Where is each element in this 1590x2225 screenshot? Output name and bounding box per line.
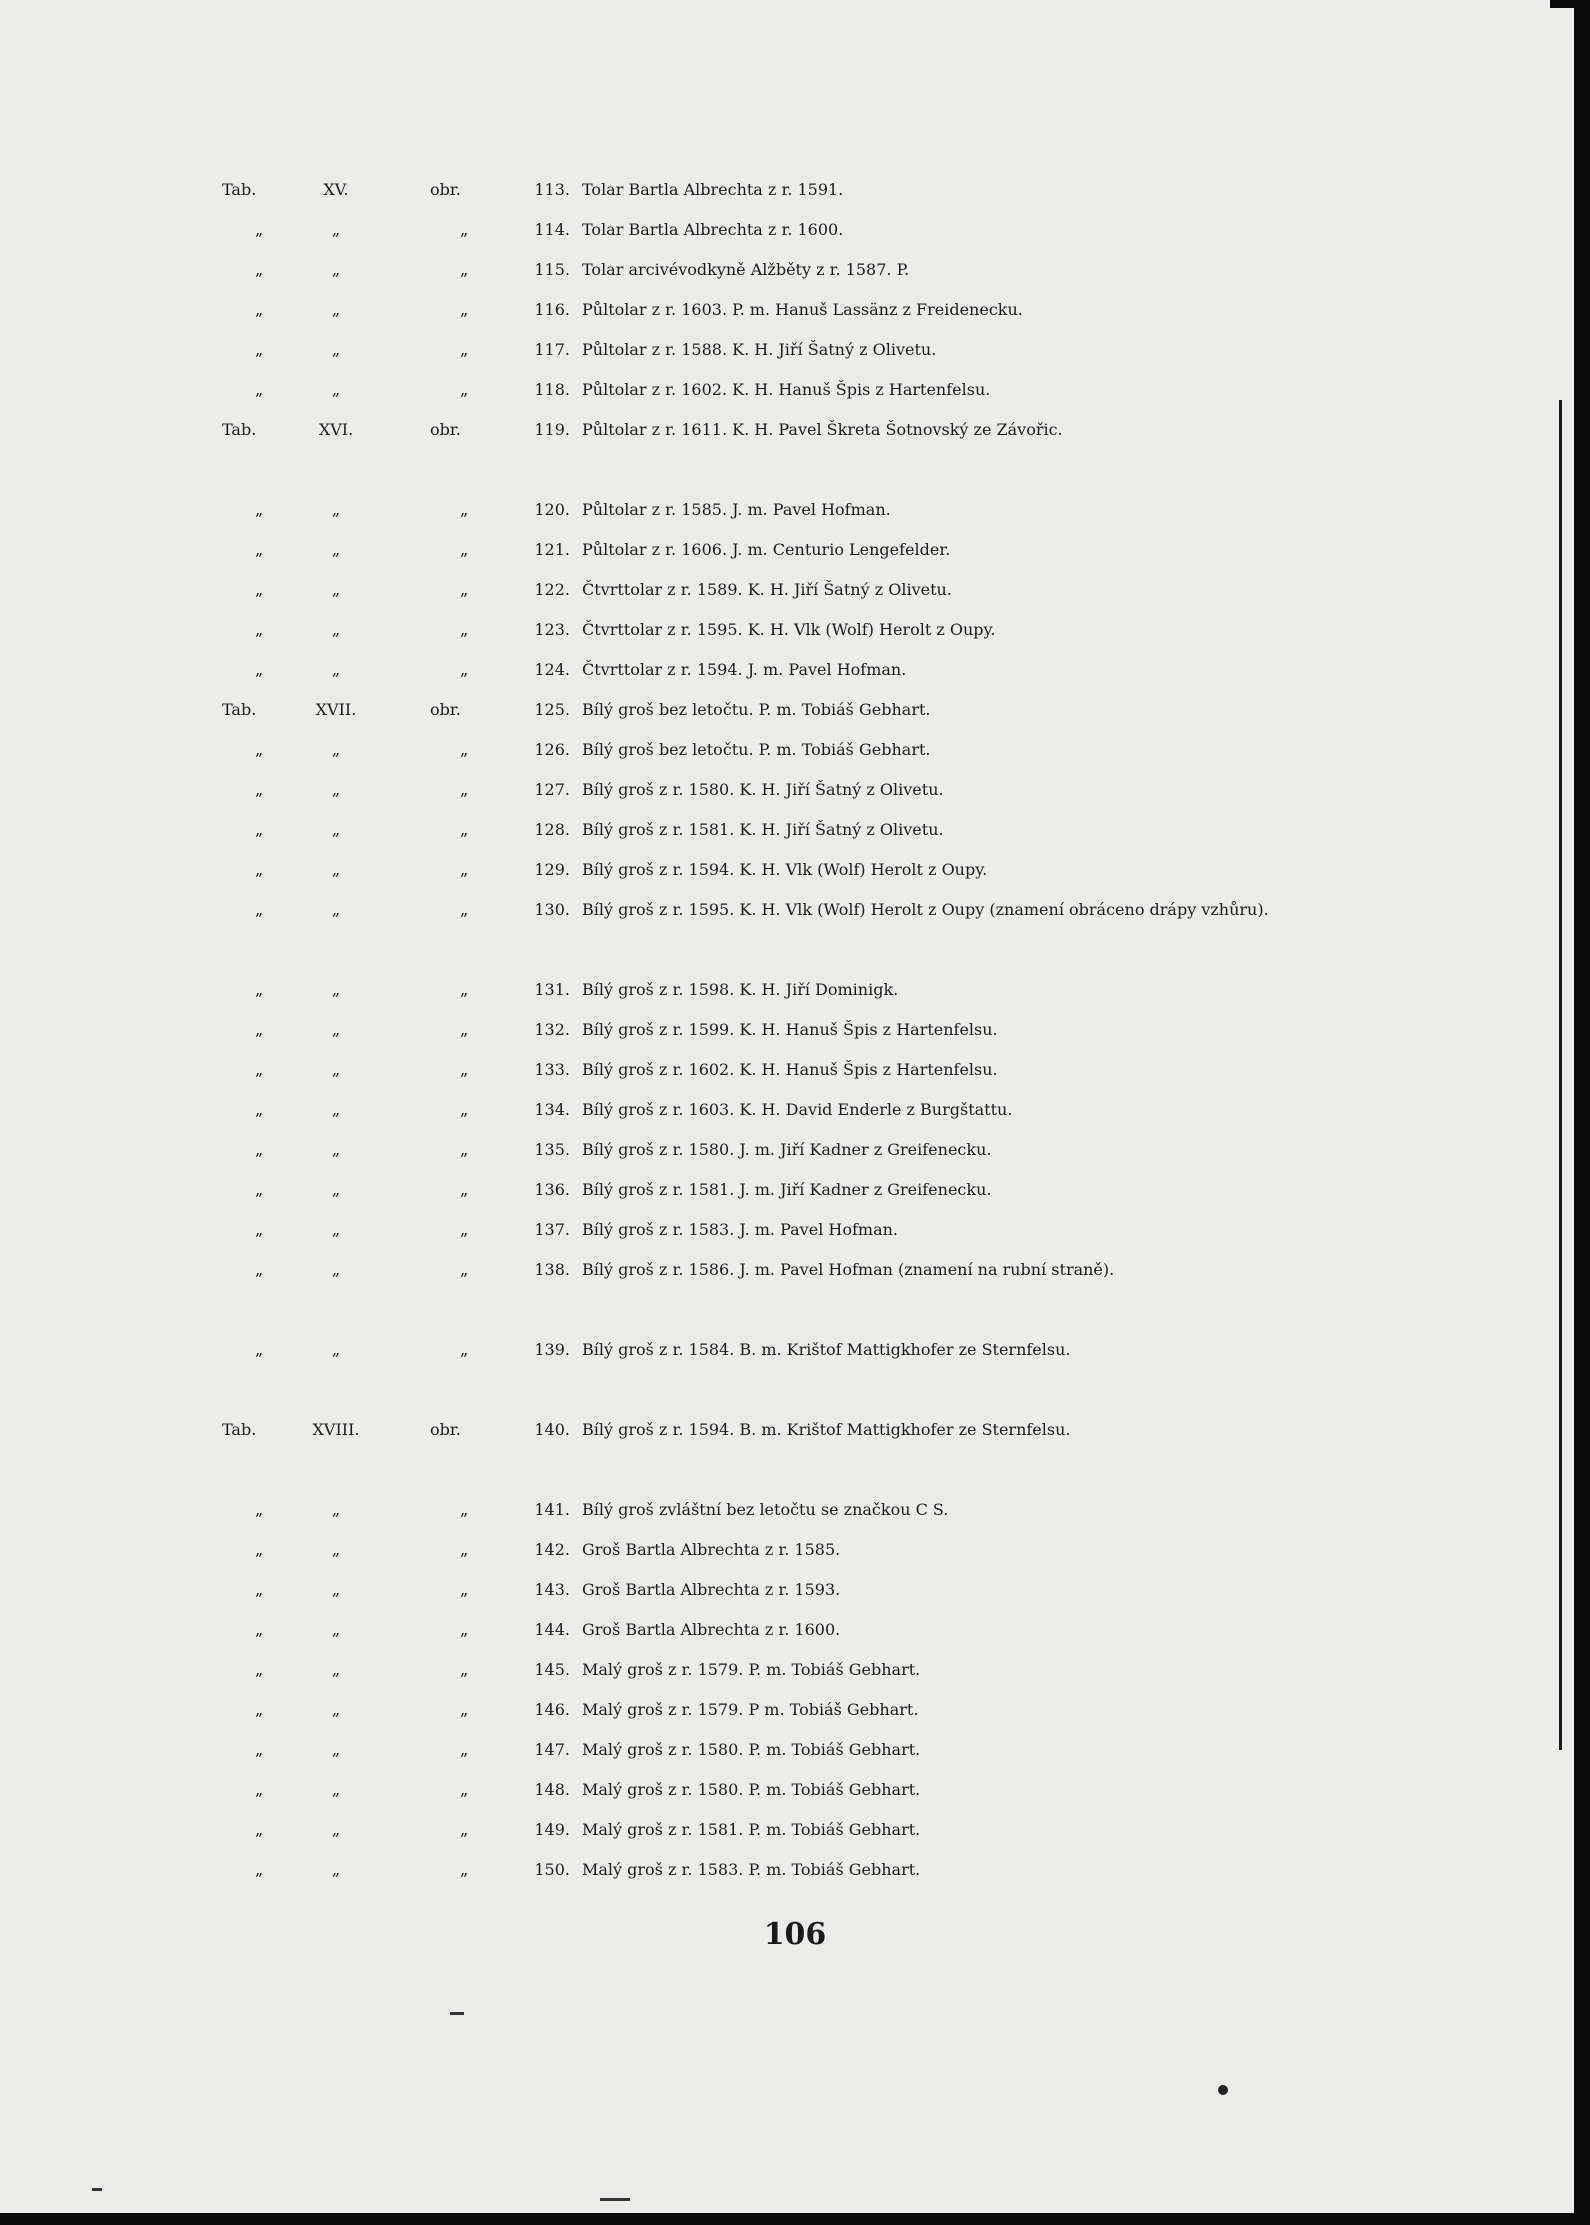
list-item — [0, 170, 1590, 210]
list-item — [0, 330, 1590, 370]
figure-number: 149. — [534, 1820, 570, 1839]
figure-number: 117. — [534, 340, 570, 359]
entry-description: Tolar Bartla Albrechta z r. 1600. — [582, 220, 844, 239]
plate-number: „ — [331, 620, 341, 639]
tab-marker: „ — [255, 1100, 264, 1119]
entry-description: Tolar Bartla Albrechta z r. 1591. — [582, 180, 844, 199]
plate-number: „ — [331, 1340, 341, 1359]
figure-number: 141. — [534, 1500, 570, 1519]
figure-marker: „ — [460, 1780, 469, 1799]
list-item — [0, 490, 1590, 530]
catalog-list — [0, 170, 1590, 1890]
entry-description: Groš Bartla Albrechta z r. 1585. — [582, 1540, 841, 1559]
ink-mark — [600, 2198, 630, 2201]
tab-marker: „ — [255, 1140, 264, 1159]
figure-marker: obr. — [430, 700, 461, 719]
entry-description: Bílý groš z r. 1602. K. H. Hanuš Špis z Hartenfelsu. — [582, 1060, 998, 1079]
figure-number: 146. — [534, 1700, 570, 1719]
tab-marker: „ — [255, 1700, 264, 1719]
figure-number: 119. — [534, 420, 570, 439]
tab-marker: „ — [255, 1340, 264, 1359]
tab-marker: „ — [255, 1580, 264, 1599]
list-item — [0, 1810, 1590, 1850]
entry-description: Bílý groš z r. 1580. J. m. Jiří Kadner z Greifenecku. — [582, 1140, 992, 1159]
tab-marker: Tab. — [222, 700, 257, 719]
entry-description: Půltolar z r. 1588. K. H. Jiří Šatný z Olivetu. — [582, 340, 937, 359]
list-item — [0, 410, 1590, 490]
figure-number: 129. — [534, 860, 570, 879]
plate-number: „ — [331, 1540, 341, 1559]
figure-number: 142. — [534, 1540, 570, 1559]
plate-number: „ — [331, 1820, 341, 1839]
entry-description: Bílý groš z r. 1594. B. m. Krištof Mattigkhofer ze Sternfelsu. — [582, 1420, 1071, 1439]
entry-description: Čtvrttolar z r. 1589. K. H. Jiří Šatný z Olivetu. — [582, 580, 952, 599]
plate-number: „ — [331, 740, 341, 759]
list-item — [0, 1130, 1590, 1170]
figure-number: 114. — [534, 220, 570, 239]
list-item — [0, 1010, 1590, 1050]
tab-marker: „ — [255, 1740, 264, 1759]
plate-number: „ — [331, 1100, 341, 1119]
plate-number: „ — [331, 1780, 341, 1799]
plate-number: „ — [331, 1180, 341, 1199]
figure-marker: „ — [460, 1820, 469, 1839]
list-item — [0, 770, 1590, 810]
tab-marker: „ — [255, 1660, 264, 1679]
entry-description: Čtvrttolar z r. 1594. J. m. Pavel Hofman. — [582, 660, 907, 679]
tab-marker: „ — [255, 260, 264, 279]
list-item — [0, 530, 1590, 570]
list-item — [0, 1730, 1590, 1770]
tab-marker: „ — [255, 780, 264, 799]
plate-number: „ — [331, 1700, 341, 1719]
plate-number: „ — [331, 1140, 341, 1159]
figure-number: 118. — [534, 380, 570, 399]
figure-marker: „ — [460, 1500, 469, 1519]
entry-description: Malý groš z r. 1581. P. m. Tobiáš Gebhart. — [582, 1820, 921, 1839]
figure-marker: „ — [460, 1340, 469, 1359]
plate-number: „ — [331, 1660, 341, 1679]
list-item — [0, 1690, 1590, 1730]
list-item — [0, 1850, 1590, 1890]
list-item — [0, 610, 1590, 650]
figure-marker: „ — [460, 1580, 469, 1599]
figure-marker: „ — [460, 1260, 469, 1279]
plate-number: „ — [331, 1740, 341, 1759]
figure-marker: obr. — [430, 180, 461, 199]
figure-number: 122. — [534, 580, 570, 599]
figure-marker: „ — [460, 1220, 469, 1239]
figure-number: 140. — [534, 1420, 570, 1439]
entry-description: Malý groš z r. 1583. P. m. Tobiáš Gebhart. — [582, 1860, 921, 1879]
figure-marker: „ — [460, 300, 469, 319]
figure-marker: „ — [460, 820, 469, 839]
figure-number: 115. — [534, 260, 570, 279]
figure-marker: „ — [460, 380, 469, 399]
figure-marker: „ — [460, 1140, 469, 1159]
tab-marker: „ — [255, 620, 264, 639]
list-item — [0, 570, 1590, 610]
plate-number: „ — [331, 1060, 341, 1079]
entry-description: Půltolar z r. 1606. J. m. Centurio Lengefelder. — [582, 540, 951, 559]
figure-marker: „ — [460, 1620, 469, 1639]
figure-marker: „ — [460, 900, 469, 919]
list-item — [0, 1610, 1590, 1650]
plate-number: „ — [331, 660, 341, 679]
list-item — [0, 370, 1590, 410]
list-item — [0, 1530, 1590, 1570]
entry-description: Bílý groš bez letočtu. P. m. Tobiáš Gebhart. — [582, 740, 931, 759]
figure-number: 124. — [534, 660, 570, 679]
list-item — [0, 1050, 1590, 1090]
plate-number: „ — [331, 980, 341, 999]
entry-description: Půltolar z r. 1585. J. m. Pavel Hofman. — [582, 500, 891, 519]
figure-marker: „ — [460, 220, 469, 239]
list-item — [0, 1410, 1590, 1490]
ink-speck — [1218, 2085, 1228, 2095]
figure-marker: „ — [460, 580, 469, 599]
plate-number: „ — [331, 500, 341, 519]
page-number: 106 — [763, 1917, 827, 1952]
entry-description: Bílý groš z r. 1581. J. m. Jiří Kadner z Greifenecku. — [582, 1180, 992, 1199]
figure-marker: „ — [460, 1060, 469, 1079]
tab-marker: „ — [255, 220, 264, 239]
plate-number: XVII. — [315, 700, 357, 719]
figure-marker: „ — [460, 980, 469, 999]
figure-number: 135. — [534, 1140, 570, 1159]
tab-marker: „ — [255, 980, 264, 999]
figure-marker: „ — [460, 1740, 469, 1759]
figure-number: 126. — [534, 740, 570, 759]
list-item — [0, 810, 1590, 850]
plate-number: „ — [331, 1020, 341, 1039]
list-item — [0, 1570, 1590, 1610]
plate-number: XVI. — [318, 420, 354, 439]
entry-description: Groš Bartla Albrechta z r. 1593. — [582, 1580, 841, 1599]
figure-number: 120. — [534, 500, 570, 519]
entry-description: Malý groš z r. 1579. P. m. Tobiáš Gebhart. — [582, 1660, 921, 1679]
entry-description: Bílý groš z r. 1586. J. m. Pavel Hofman (znamení na rubní straně). — [582, 1260, 1115, 1279]
tab-marker: „ — [255, 1020, 264, 1039]
figure-marker: „ — [460, 1100, 469, 1119]
tab-marker: „ — [255, 820, 264, 839]
entry-description: Půltolar z r. 1611. K. H. Pavel Škreta Šotnovský ze Závořic. — [582, 420, 1063, 439]
entry-description: Bílý groš bez letočtu. P. m. Tobiáš Gebhart. — [582, 700, 931, 719]
figure-marker: „ — [460, 1180, 469, 1199]
figure-number: 133. — [534, 1060, 570, 1079]
plate-number: „ — [331, 820, 341, 839]
figure-number: 147. — [534, 1740, 570, 1759]
entry-description: Bílý groš z r. 1580. K. H. Jiří Šatný z Olivetu. — [582, 780, 944, 799]
plate-number: „ — [331, 220, 341, 239]
list-item — [0, 1170, 1590, 1210]
figure-marker: „ — [460, 500, 469, 519]
tab-marker: „ — [255, 1260, 264, 1279]
figure-number: 113. — [534, 180, 570, 199]
entry-description: Malý groš z r. 1580. P. m. Tobiáš Gebhart. — [582, 1780, 921, 1799]
list-item — [0, 890, 1590, 970]
entry-description: Bílý groš z r. 1598. K. H. Jiří Dominigk. — [582, 980, 899, 999]
figure-number: 137. — [534, 1220, 570, 1239]
tab-marker: Tab. — [222, 1420, 257, 1439]
figure-number: 144. — [534, 1620, 570, 1639]
tab-marker: „ — [255, 1540, 264, 1559]
figure-number: 150. — [534, 1860, 570, 1879]
list-item — [0, 210, 1590, 250]
tab-marker: „ — [255, 1180, 264, 1199]
figure-marker: „ — [460, 1540, 469, 1559]
list-item — [0, 730, 1590, 770]
figure-number: 145. — [534, 1660, 570, 1679]
figure-marker: „ — [460, 340, 469, 359]
figure-number: 138. — [534, 1260, 570, 1279]
plate-number: „ — [331, 260, 341, 279]
plate-number: „ — [331, 380, 341, 399]
ink-mark — [450, 2012, 464, 2015]
figure-number: 139. — [534, 1340, 570, 1359]
tab-marker: „ — [255, 1860, 264, 1879]
tab-marker: „ — [255, 660, 264, 679]
figure-marker: „ — [460, 540, 469, 559]
list-item — [0, 850, 1590, 890]
plate-number: „ — [331, 540, 341, 559]
entry-description: Malý groš z r. 1579. P m. Tobiáš Gebhart. — [582, 1700, 919, 1719]
entry-description: Tolar arcivévodkyně Alžběty z r. 1587. P. — [582, 260, 910, 279]
list-item — [0, 650, 1590, 690]
tab-marker: „ — [255, 580, 264, 599]
entry-description: Bílý groš zvláštní bez letočtu se značkou C S. — [582, 1500, 949, 1519]
entry-description: Bílý groš z r. 1595. K. H. Vlk (Wolf) Herolt z Oupy (znamení obráceno drápy vzhůru). — [582, 900, 1269, 919]
list-item — [0, 1330, 1590, 1410]
plate-number: „ — [331, 1580, 341, 1599]
entry-description: Bílý groš z r. 1584. B. m. Krištof Mattigkhofer ze Sternfelsu. — [582, 1340, 1071, 1359]
figure-number: 128. — [534, 820, 570, 839]
figure-marker: „ — [460, 740, 469, 759]
entry-description: Bílý groš z r. 1599. K. H. Hanuš Špis z Hartenfelsu. — [582, 1020, 998, 1039]
tab-marker: „ — [255, 380, 264, 399]
list-item — [0, 1650, 1590, 1690]
entry-description: Čtvrttolar z r. 1595. K. H. Vlk (Wolf) Herolt z Oupy. — [582, 620, 996, 639]
tab-marker: „ — [255, 900, 264, 919]
figure-number: 148. — [534, 1780, 570, 1799]
tab-marker: Tab. — [222, 420, 257, 439]
entry-description: Groš Bartla Albrechta z r. 1600. — [582, 1620, 841, 1639]
scan-edge-bottom — [0, 2213, 1590, 2225]
plate-number: XV. — [323, 180, 349, 199]
plate-number: „ — [331, 340, 341, 359]
tab-marker: Tab. — [222, 180, 257, 199]
figure-number: 143. — [534, 1580, 570, 1599]
figure-marker: „ — [460, 780, 469, 799]
plate-number: „ — [331, 1620, 341, 1639]
list-item — [0, 690, 1590, 730]
list-item — [0, 1210, 1590, 1250]
tab-marker: „ — [255, 1620, 264, 1639]
tab-marker: „ — [255, 300, 264, 319]
figure-marker: „ — [460, 1860, 469, 1879]
entry-description: Bílý groš z r. 1581. K. H. Jiří Šatný z Olivetu. — [582, 820, 944, 839]
list-item — [0, 290, 1590, 330]
tab-marker: „ — [255, 740, 264, 759]
figure-number: 132. — [534, 1020, 570, 1039]
list-item — [0, 1250, 1590, 1330]
list-item — [0, 250, 1590, 290]
list-item — [0, 1090, 1590, 1130]
list-item — [0, 1770, 1590, 1810]
entry-description: Půltolar z r. 1603. P. m. Hanuš Lassänz z Freidenecku. — [582, 300, 1023, 319]
plate-number: „ — [331, 780, 341, 799]
entry-description: Bílý groš z r. 1603. K. H. David Enderle z Burgštattu. — [582, 1100, 1013, 1119]
figure-marker: „ — [460, 260, 469, 279]
list-item — [0, 970, 1590, 1010]
plate-number: „ — [331, 580, 341, 599]
figure-number: 116. — [534, 300, 570, 319]
entry-description: Půltolar z r. 1602. K. H. Hanuš Špis z Hartenfelsu. — [582, 380, 991, 399]
entry-description: Malý groš z r. 1580. P. m. Tobiáš Gebhart. — [582, 1740, 921, 1759]
figure-marker: „ — [460, 1700, 469, 1719]
ink-mark — [92, 2188, 102, 2191]
plate-number: „ — [331, 1220, 341, 1239]
figure-marker: obr. — [430, 420, 461, 439]
plate-number: „ — [331, 860, 341, 879]
figure-marker: obr. — [430, 1420, 461, 1439]
tab-marker: „ — [255, 540, 264, 559]
tab-marker: „ — [255, 1780, 264, 1799]
figure-marker: „ — [460, 1660, 469, 1679]
figure-number: 134. — [534, 1100, 570, 1119]
figure-number: 125. — [534, 700, 570, 719]
plate-number: „ — [331, 1260, 341, 1279]
figure-marker: „ — [460, 660, 469, 679]
figure-number: 127. — [534, 780, 570, 799]
entry-description: Bílý groš z r. 1594. K. H. Vlk (Wolf) Herolt z Oupy. — [582, 860, 988, 879]
tab-marker: „ — [255, 1220, 264, 1239]
tab-marker: „ — [255, 1820, 264, 1839]
figure-number: 131. — [534, 980, 570, 999]
tab-marker: „ — [255, 500, 264, 519]
figure-marker: „ — [460, 860, 469, 879]
scan-edge-top — [1550, 0, 1590, 8]
figure-number: 130. — [534, 900, 570, 919]
figure-marker: „ — [460, 1020, 469, 1039]
plate-number: „ — [331, 300, 341, 319]
plate-number: „ — [331, 1500, 341, 1519]
tab-marker: „ — [255, 1060, 264, 1079]
figure-number: 121. — [534, 540, 570, 559]
tab-marker: „ — [255, 860, 264, 879]
figure-number: 136. — [534, 1180, 570, 1199]
figure-marker: „ — [460, 620, 469, 639]
figure-number: 123. — [534, 620, 570, 639]
plate-number: „ — [331, 900, 341, 919]
tab-marker: „ — [255, 1500, 264, 1519]
entry-description: Bílý groš z r. 1583. J. m. Pavel Hofman. — [582, 1220, 898, 1239]
list-item — [0, 1490, 1590, 1530]
tab-marker: „ — [255, 340, 264, 359]
plate-number: „ — [331, 1860, 341, 1879]
plate-number: XVIII. — [312, 1420, 360, 1439]
